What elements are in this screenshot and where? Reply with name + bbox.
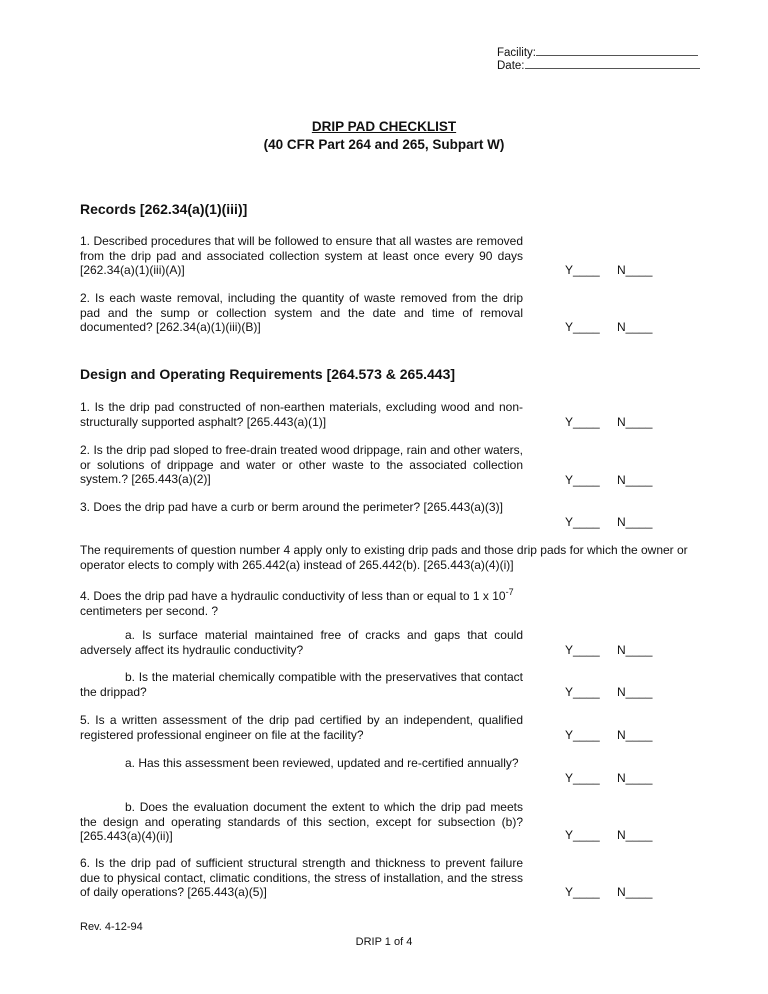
yes-blank[interactable]: Y____ [565, 515, 600, 529]
no-blank[interactable]: N____ [617, 685, 653, 699]
design-question-5b: b. Does the evaluation document the extent to which the drip pad meets the design and operating standards of this section, except for subsection (b)? [265.443(a)(4)(ii)] [80, 800, 523, 844]
date-label: Date: [497, 60, 525, 72]
records-question-2: 2. Is each waste removal, including the quantity of waste removed from the drip pad and the sump or collection system and the date and time of removal documented? [262.34(a)(1)(iii)(B)] [80, 291, 523, 335]
records-question-1: 1. Described procedures that will be followed to ensure that all wastes are removed from the drip pad and associated collection system at least once every 90 days [262.34(a)(1)(iii)(A)] [80, 234, 523, 278]
yn-design-4b[interactable] [565, 685, 652, 699]
yes-blank[interactable]: Y____ [565, 828, 600, 842]
yn-design-5[interactable] [565, 728, 652, 742]
yn-records-2[interactable] [565, 320, 652, 334]
yn-design-5b[interactable] [565, 828, 652, 842]
yn-design-1[interactable] [565, 415, 652, 429]
no-blank[interactable]: N____ [617, 643, 653, 657]
yn-records-1[interactable] [565, 263, 652, 277]
page-subtitle: (40 CFR Part 264 and 265, Subpart W) [263, 137, 505, 152]
yn-design-6[interactable] [565, 885, 652, 899]
design-question-4: 4. Does the drip pad have a hydraulic conductivity of less than or equal to 1 x $10^{-7}$ centimeters per second. ? [80, 587, 514, 618]
records-heading: Records [262.34(a)(1)(iii)] [80, 201, 248, 217]
revision-label: Rev. 4-12-94 [80, 921, 143, 933]
no-blank[interactable]: N____ [617, 728, 653, 742]
no-blank[interactable]: N____ [617, 771, 653, 785]
yes-blank[interactable]: Y____ [565, 643, 600, 657]
question-4-note: The requirements of question number 4 apply only to existing drip pads and those drip pads for which the owner or operator elects to comply with 265.442(a) instead of 265.442(b). [265.443(a)(4)(i)] [80, 543, 688, 572]
no-blank[interactable]: N____ [617, 263, 653, 277]
design-question-6: 6. Is the drip pad of sufficient structural strength and thickness to prevent failure due to physical contact, climatic conditions, the stress of installation, and the stress of daily operations? [265.443(a)(5)] [80, 856, 523, 900]
no-blank[interactable]: N____ [617, 473, 653, 487]
design-question-3: 3. Does the drip pad have a curb or berm around the perimeter? [265.443(a)(3)] [80, 500, 503, 514]
yn-design-3[interactable] [565, 515, 652, 529]
no-blank[interactable]: N____ [617, 828, 653, 842]
design-question-4a: a. Is surface material maintained free of cracks and gaps that could adversely affect its hydraulic conductivity? [80, 628, 523, 657]
yes-blank[interactable]: Y____ [565, 885, 600, 899]
design-question-4b: b. Is the material chemically compatible with the preservatives that contact the drippad? [80, 670, 523, 699]
design-question-1: 1. Is the drip pad constructed of non-earthen materials, excluding wood and non-structurally supported asphalt? [265.443(a)(1)] [80, 400, 523, 429]
design-question-5: 5. Is a written assessment of the drip pad certified by an independent, qualified registered professional engineer on file at the facility? [80, 713, 523, 742]
no-blank[interactable]: N____ [617, 320, 653, 334]
yes-blank[interactable]: Y____ [565, 415, 600, 429]
yes-blank[interactable]: Y____ [565, 263, 600, 277]
facility-label: Facility: [497, 47, 536, 59]
yes-blank[interactable]: Y____ [565, 771, 600, 785]
yn-design-4a[interactable] [565, 643, 652, 657]
yes-blank[interactable]: Y____ [565, 320, 600, 334]
design-heading: Design and Operating Requirements [264.573 & 265.443] [80, 366, 456, 382]
page-number: DRIP 1 of 4 [355, 936, 413, 948]
no-blank[interactable]: N____ [617, 515, 653, 529]
yn-design-2[interactable] [565, 473, 652, 487]
yes-blank[interactable]: Y____ [565, 473, 600, 487]
design-question-2: 2. Is the drip pad sloped to free-drain treated wood drippage, rain and other waters, or solutions of drippage and water or other waste to the associated collection system.? [265.443(a)(2)] [80, 443, 523, 487]
date-field[interactable] [497, 58, 700, 73]
yn-design-5a[interactable] [565, 771, 652, 785]
no-blank[interactable]: N____ [617, 885, 653, 899]
no-blank[interactable]: N____ [617, 415, 653, 429]
yes-blank[interactable]: Y____ [565, 728, 600, 742]
yes-blank[interactable]: Y____ [565, 685, 600, 699]
design-question-5a: a. Has this assessment been reviewed, updated and re-certified annually? [125, 756, 519, 770]
page-title: DRIP PAD CHECKLIST [311, 119, 457, 134]
